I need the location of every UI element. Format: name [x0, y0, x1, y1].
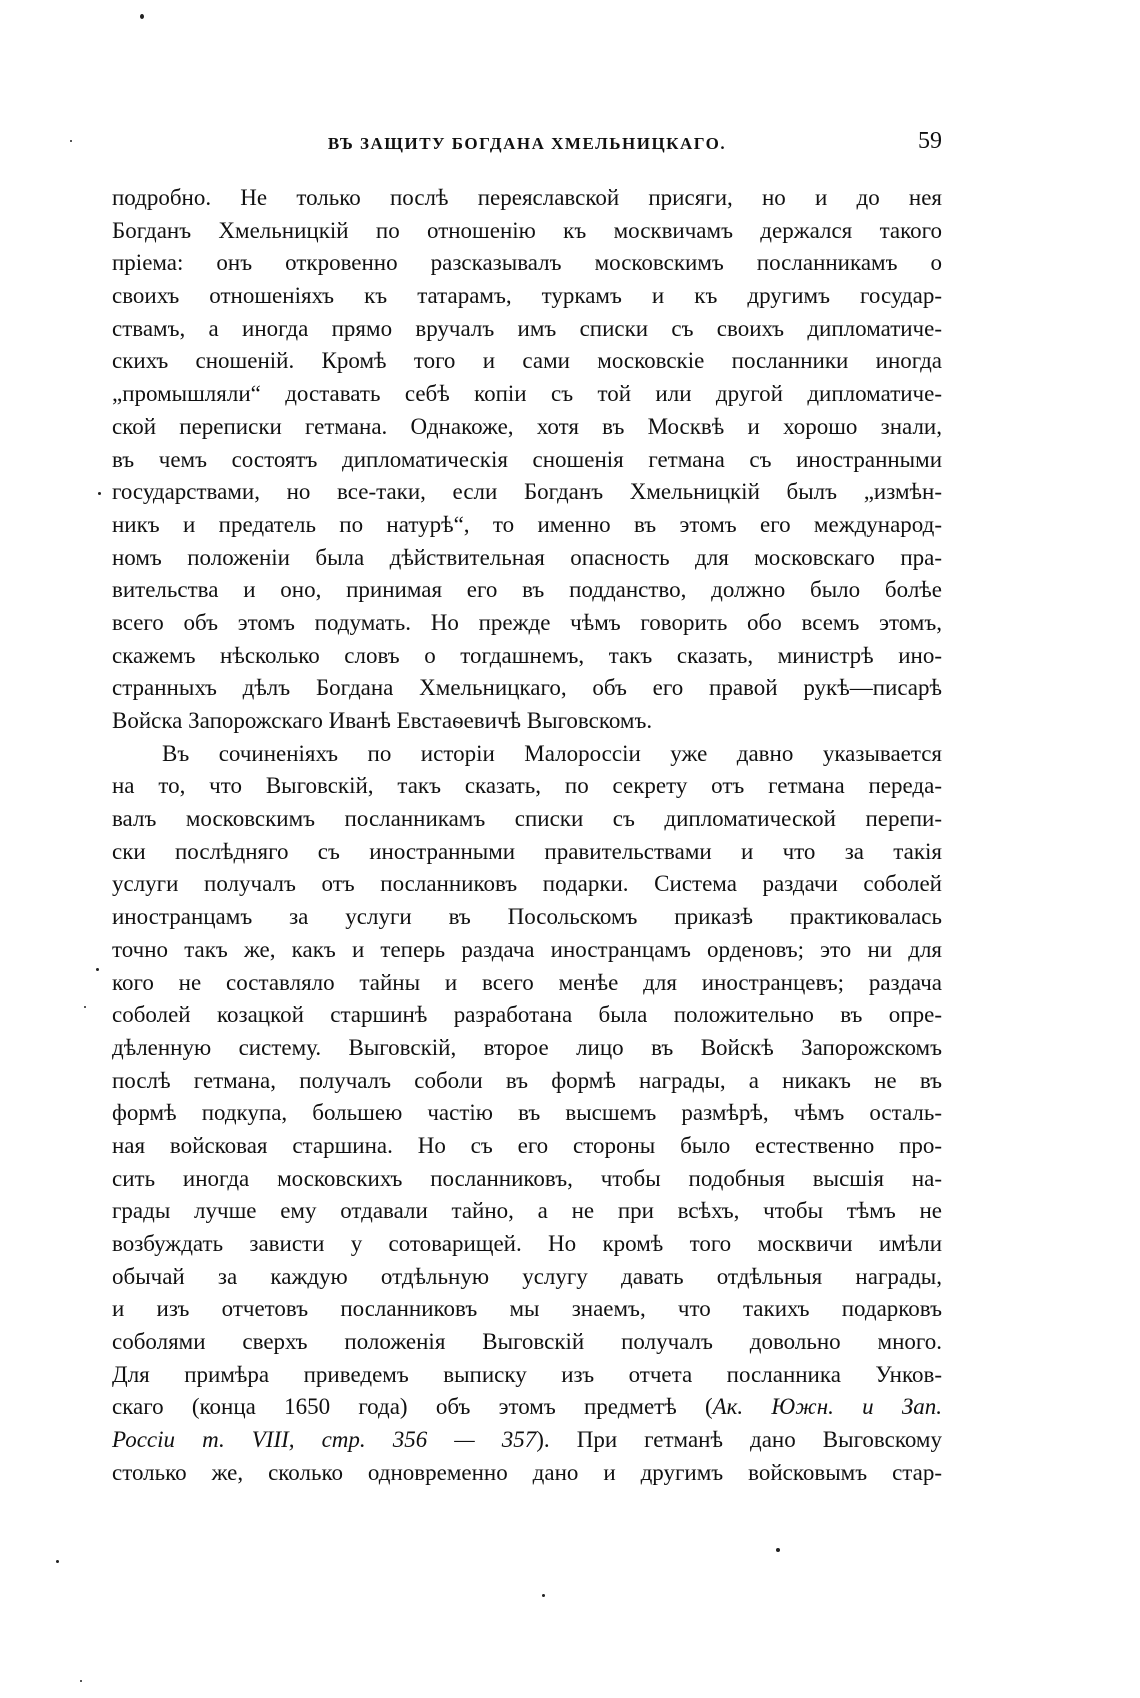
text-line: всего объ этомъ подумать. Но прежде чѣмъ говорить обо всемъ этомъ,	[112, 609, 942, 635]
page-number: 59	[918, 128, 942, 154]
text-line: иностранцамъ за услуги въ Посольскомъ приказѣ практиковалась	[112, 904, 942, 930]
text-line: точно такъ же, какъ и теперь раздача иностранцамъ орденовъ; это ни для	[112, 936, 942, 962]
text-line: своихъ отношеніяхъ къ татарамъ, туркамъ и къ другимъ государ-	[112, 283, 942, 309]
citation-line-2	[112, 1424, 942, 1457]
scan-speck	[98, 492, 101, 495]
scan-speck	[56, 1560, 59, 1563]
text-line: возбуждать зависти у сотоварищей. Но кромѣ того москвичи имѣли	[112, 1231, 942, 1256]
text-line: Войска Запорожскаго Иванѣ Евстаѳевичѣ Выговскомъ.	[112, 708, 653, 733]
text-line: подробно. Не только послѣ переяславской присяги, но и до нея	[112, 185, 942, 210]
text-line: услуги получалъ отъ посланниковъ подарки. Система раздачи соболей	[112, 871, 942, 897]
text-line: дѣленную систему. Выговскій, второе лицо въ Войскѣ Запорожскомъ	[112, 1034, 942, 1060]
scan-speck	[776, 1548, 780, 1552]
citation-part-b: Россіи т. VIII, стр. 356 — 357	[112, 1427, 537, 1453]
scan-speck	[140, 14, 144, 19]
citation-part-a: Ак. Южн. и Зап.	[712, 1394, 942, 1420]
scan-speck	[70, 140, 72, 142]
text-line: соболями сверхъ положенія Выговскій получалъ довольно много.	[112, 1329, 942, 1355]
text-line: вительства и оно, принимая его въ подданство, должно было болѣе	[112, 577, 942, 603]
paragraph-start-line: Въ сочиненіяхъ по исторіи Малороссіи уже давно указывается	[162, 740, 942, 766]
text-line: валъ московскимъ посланникамъ списки съ дипломатической перепи-	[112, 806, 942, 832]
scan-speck	[542, 1594, 545, 1597]
text-line: государствами, но все-таки, если Богданъ Хмельницкій былъ „измѣн-	[112, 479, 942, 505]
text-line: и изъ отчетовъ посланниковъ мы знаемъ, что такихъ подарковъ	[112, 1296, 942, 1322]
running-title: ВЪ ЗАЩИТУ БОГДАНА ХМЕЛЬНИЦКАГО.	[327, 134, 727, 153]
text-line: странныхъ дѣлъ Богдана Хмельницкаго, объ его правой рукѣ—писарѣ	[112, 675, 942, 701]
scan-speck	[84, 1006, 86, 1008]
text-line: „промышляли“ доставать себѣ копіи съ той или другой дипломатиче-	[112, 381, 942, 407]
text-line: грады лучше ему отдавали тайно, а не при всѣхъ, чтобы тѣмъ не	[112, 1198, 942, 1224]
text-line: Для примѣра приведемъ выписку изъ отчета посланника Унков-	[112, 1361, 942, 1387]
citation-line-1-text: скаго (конца 1650 года) объ этомъ предметѣ (	[112, 1394, 713, 1420]
text-line: номъ положеніи была дѣйствительная опасность для московскаго пра-	[112, 544, 942, 570]
scan-speck	[80, 1680, 82, 1682]
text-line: ской переписки гетмана. Однакоже, хотя въ Москвѣ и хорошо знали,	[112, 413, 942, 439]
citation-line-1	[112, 1391, 942, 1424]
citation-line-2-text: ). При гетманѣ дано Выговскому	[536, 1427, 942, 1453]
text-line: Богданъ Хмельницкій по отношенію къ москвичамъ держался такого	[112, 217, 942, 243]
text-line: кого не составляло тайны и всего менѣе для иностранцевъ; раздача	[112, 969, 942, 995]
text-line: никъ и предатель по натурѣ“, то именно въ этомъ его международ-	[112, 511, 942, 537]
text-line: столько же, сколько одновременно дано и другимъ войсковымъ стар-	[112, 1459, 942, 1485]
text-line: въ чемъ состоятъ дипломатическія сношенія гетмана съ иностранными	[112, 446, 942, 472]
text-line: пріема: онъ откровенно разсказывалъ московскимъ посланникамъ о	[112, 250, 942, 276]
text-line: сить иногда московскихъ посланниковъ, чтобы подобныя высшія на-	[112, 1165, 942, 1191]
text-line: скихъ сношеній. Кромѣ того и сами московскіе посланники иногда	[112, 348, 942, 374]
text-line: соболей козацкой старшинѣ разработана была положительно въ опре-	[112, 1002, 942, 1028]
text-line: формѣ подкупа, большею частію въ высшемъ размѣрѣ, чѣмъ осталь-	[112, 1100, 942, 1126]
body-text	[112, 182, 942, 1490]
text-line: скажемъ нѣсколько словъ о тогдашнемъ, такъ сказать, министрѣ ино-	[112, 642, 942, 668]
text-line: послѣ гетмана, получалъ соболи въ формѣ награды, а никакъ не въ	[112, 1067, 942, 1093]
text-line: ствамъ, а иногда прямо вручалъ имъ списки съ своихъ дипломатиче-	[112, 315, 942, 341]
scan-speck	[96, 968, 99, 971]
text-line: обычай за каждую отдѣльную услугу давать отдѣльныя награды,	[112, 1263, 942, 1289]
text-line: ная войсковая старшина. Но съ его стороны было естественно про-	[112, 1132, 942, 1158]
text-line: ски послѣдняго съ иностранными правительствами и что за такія	[112, 838, 942, 864]
text-line: на то, что Выговскій, такъ сказать, по секрету отъ гетмана переда-	[112, 773, 942, 799]
running-head	[112, 128, 942, 162]
